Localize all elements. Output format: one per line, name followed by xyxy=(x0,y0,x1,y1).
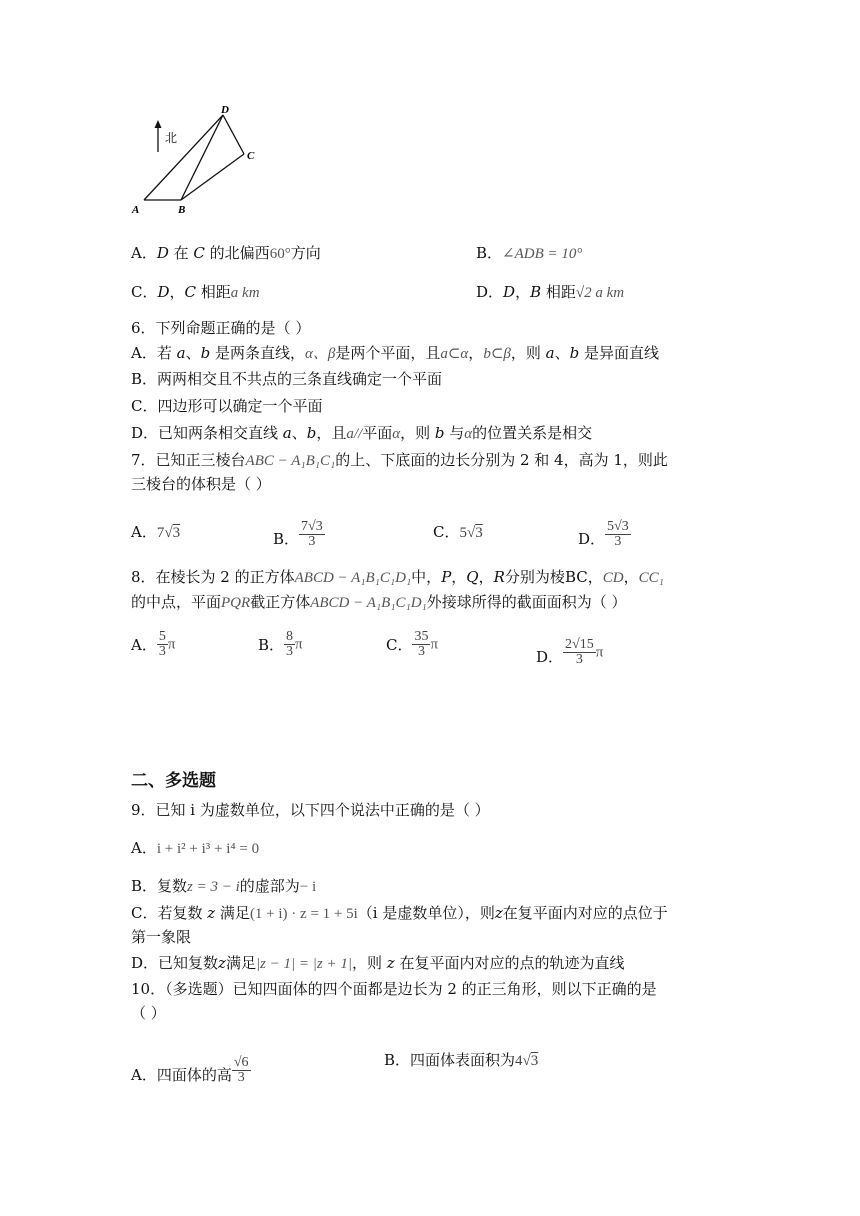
q7-stem: 7．已知正三棱台ABC − A₁B₁C₁的上、下底面的边长分别为 2 和 4，高为 1，则此 xyxy=(131,451,668,469)
q9-option-c: C．若复数 z 满足(1 + i) · z = 1 + 5i（i 是虚数单位），则z在复平面内对应的点位于 xyxy=(131,904,668,922)
q7-option-d: D． $\frac{5√3}{3}$ xyxy=(578,519,629,549)
q8-stem: 8．在棱长为 2 的正方体ABCD − A₁B₁C₁D₁中，P，Q，R分别为棱BC，CD，CC₁ xyxy=(131,568,664,586)
q7-option-b: B． $\frac{7√3}{3}$ xyxy=(273,519,323,549)
q6-option-c: C．四边形可以确定一个平面 xyxy=(131,397,323,415)
q10-option-b: B．四面体表面积为4√3 xyxy=(384,1051,539,1069)
q8-option-a: A． $\frac{5}{3}$ π xyxy=(131,629,176,659)
q8-option-c: C． $\frac{35}{3}$ π xyxy=(386,629,439,659)
q6-stem: 6．下列命题正确的是（ ） xyxy=(131,319,311,337)
q5-option-c: C．D，C 相距a km xyxy=(131,283,260,301)
geometry-figure xyxy=(126,100,266,220)
q6-option-b: B．两两相交且不共点的三条直线确定一个平面 xyxy=(131,370,443,388)
q8-option-b: B． $\frac{8}{3}$ π xyxy=(258,629,303,659)
q5-option-b: B．∠ADB = 10° xyxy=(476,244,583,262)
section-heading: 二、多选题 xyxy=(131,771,216,791)
point-label-d: D xyxy=(221,104,229,116)
q9-option-d: D．已知复数z满足|z − 1| = |z + 1|，则 z 在复平面内对应的点的轨迹为直线 xyxy=(131,954,625,972)
q10-stem-2: （ ） xyxy=(131,1004,166,1022)
q9-stem: 9．已知 i 为虚数单位，以下四个说法中正确的是（ ） xyxy=(131,801,490,819)
q9-option-b: B．复数z = 3 − i的虚部为− i xyxy=(131,877,317,895)
q5-option-d: D．D，B 相距√2 a km xyxy=(476,283,625,301)
north-arrow xyxy=(155,120,162,152)
q9-option-c-2: 第一象限 xyxy=(131,928,192,946)
q5-option-a: A．D 在 C 的北偏西60°方向 xyxy=(131,244,321,262)
q7-option-c: C．5√3 xyxy=(433,523,483,541)
q8-stem-2: 的中点，平面PQR截正方体ABCD − A₁B₁C₁D₁外接球所得的截面面积为（ ） xyxy=(131,593,627,611)
q6-option-a: A．若 a、b 是两条直线，α、β是两个平面，且a⊂α，b⊂β，则 a、b 是异面直线 xyxy=(131,344,659,362)
q9-option-a: A．i + i² + i³ + i⁴ = 0 xyxy=(131,839,260,857)
q7-stem-2: 三棱台的体积是（ ） xyxy=(131,475,271,493)
q10-stem: 10．（多选题）已知四面体的四个面都是边长为 2 的正三角形，则以下正确的是 xyxy=(131,980,657,998)
point-label-c: C xyxy=(247,150,255,162)
north-label: 北 xyxy=(165,131,178,145)
q7-option-a: A．7√3 xyxy=(131,523,181,541)
point-label-b: B xyxy=(178,204,186,216)
q8-option-d: D． $\frac{2√15}{3}$ π xyxy=(536,637,604,667)
point-label-a: A xyxy=(132,204,140,216)
q6-option-d: D．已知两条相交直线 a、b，且a//平面α，则 b 与α的位置关系是相交 xyxy=(131,424,593,442)
q10-option-a: A．四面体的高 $\frac{√6}{3}$ xyxy=(131,1055,249,1085)
